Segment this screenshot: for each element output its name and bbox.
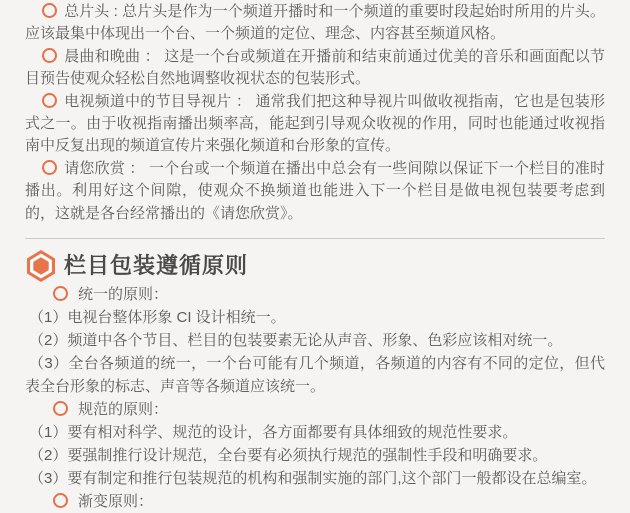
section-divider	[25, 238, 605, 239]
paragraph	[25, 91, 605, 158]
paragraph	[25, 158, 605, 225]
principle-text: 统一的原则：	[78, 286, 169, 304]
principle-item: （3）要有制定和推行包装规范的机构和强制实施的部门,这个部门一般都设在总编室。	[29, 470, 597, 488]
principle-text: 渐变原则：	[78, 493, 154, 511]
principle-item	[25, 490, 605, 513]
paragraph-text: 请您欣赏 ： 一个台或一个频道在播出中总会有一些间隙以保证下一个栏目的准时播出。利用好这个间隙，使观众不换频道也能进入下一个栏目是做电视包装要考虑到的，这就是各台经常播出的《请您欣赏》。	[25, 159, 605, 222]
principle-item: （2）要强制推行设计规范，全台要有必须执行规范的强制性手段和明确要求。	[29, 447, 548, 465]
principle-text: 规范的原则：	[78, 401, 169, 419]
principle-item	[25, 283, 605, 306]
principle-item: （2）频道中各个节目、栏目的包装要素无论从声音、形象、色彩应该相对统一。	[29, 332, 563, 350]
bullet-circle-icon	[53, 493, 68, 508]
bullet-circle-icon	[42, 160, 57, 175]
bullet-circle-icon	[53, 401, 68, 416]
principles-section	[25, 249, 605, 513]
bullet-circle-icon	[53, 286, 68, 301]
principle-item	[25, 398, 605, 421]
principle-item: （1）要有相对科学、规范的设计，各方面都要有具体细致的规范性要求。	[29, 424, 518, 442]
bullet-circle-icon	[42, 3, 57, 18]
section-heading-row	[24, 249, 605, 283]
principle-item: （3）全台各频道的统一，一个台可能有几个频道，各频道的内容有不同的定位，但代表全台形象的标志、声音等各频道应该统一。	[25, 355, 605, 396]
hexagon-icon	[24, 249, 58, 283]
paragraph	[25, 1, 605, 46]
bullet-circle-icon	[42, 48, 57, 63]
paragraph-text: 晨曲和晚曲 ： 这是一个台或频道在开播前和结束前通过优美的音乐和画面配以节目预告使观众轻松自然地调整收视状态的包装形式。	[25, 47, 605, 88]
paragraph	[25, 46, 605, 91]
paragraph-text: 总片头 : 总片头是作为一个频道开播时和一个频道的重要时段起始时所用的片头。应该最集中体现出一个台、一个频道的定位、理念、内容甚至频道风格。	[25, 3, 605, 43]
bullet-circle-icon	[42, 93, 57, 108]
paragraph-text: 电视频道中的节目导视片 ： 通常我们把这种导视片叫做收视指南，它也是包装形式之一。由于收视指南播出频率高，能起到引导观众收视的作用，同时也能通过收视指南中反复出现的频道宣传片来强化频道和台形象的宣传。	[25, 92, 605, 155]
article-section	[25, 1, 605, 225]
section-heading: 栏目包装遵循原则	[64, 253, 249, 279]
principle-item: （1）电视台整体形象 CI 设计相统一。	[29, 309, 286, 327]
